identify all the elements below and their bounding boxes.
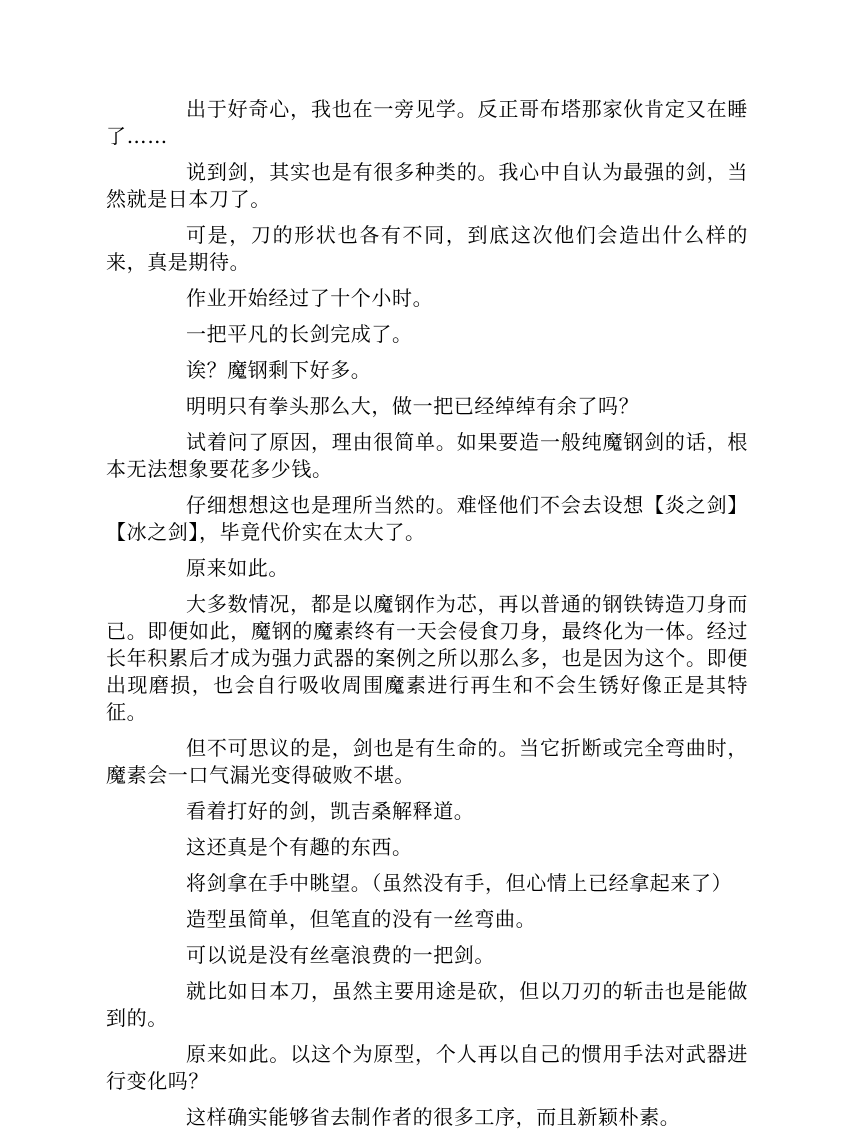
paragraph: 这样确实能够省去制作者的很多工序，而且新颖朴素。 xyxy=(186,1105,681,1129)
paragraph: 造型虽简单，但笔直的没有一丝弯曲。 xyxy=(186,907,537,931)
paragraph: 试着问了原因，理由很简单。如果要造一般纯魔钢剑的话，根本无法想象要花多少钱。 xyxy=(106,430,748,481)
paragraph: 原来如此。 xyxy=(186,556,289,580)
paragraph: 作业开始经过了十个小时。 xyxy=(186,286,434,310)
paragraph: 但不可思议的是，剑也是有生命的。当它折断或完全弯曲时，魔素会一口气漏光变得破败不堪。 xyxy=(106,736,748,787)
paragraph: 诶？魔钢剩下好多。 xyxy=(186,358,372,382)
paragraph: 明明只有拳头那么大，做一把已经绰绰有余了吗？ xyxy=(186,394,640,418)
paragraph: 看着打好的剑，凯吉桑解释道。 xyxy=(186,799,475,823)
paragraph: 可以说是没有丝毫浪费的一把剑。 xyxy=(186,943,495,967)
paragraph: 大多数情况，都是以魔钢作为芯，再以普通的钢铁铸造刀身而已。即便如此，魔钢的魔素终有一天会侵食刀身，最终化为一体。经过长年积累后才成为强力武器的案例之所以那么多，也是因为这个。即便出现磨损，也会自行吸收周围魔素进行再生和不会生锈好像正是其特征。 xyxy=(106,592,748,724)
paragraph: 就比如日本刀，虽然主要用途是砍，但以刀刃的斩击也是能做到的。 xyxy=(106,979,748,1030)
document-page xyxy=(106,96,748,1140)
paragraph: 出于好奇心，我也在一旁见学。反正哥布塔那家伙肯定又在睡了…… xyxy=(106,97,748,148)
paragraph: 将剑拿在手中眺望。（虽然没有手，但心情上已经拿起来了） xyxy=(186,871,733,895)
paragraph: 这还真是个有趣的东西。 xyxy=(186,835,413,859)
paragraph: 一把平凡的长剑完成了。 xyxy=(186,322,413,346)
paragraph: 仔细想想这也是理所当然的。难怪他们不会去设想【炎之剑】【冰之剑】，毕竟代价实在太大了。 xyxy=(106,493,748,544)
paragraph: 可是，刀的形状也各有不同，到底这次他们会造出什么样的来，真是期待。 xyxy=(106,223,748,274)
paragraph: 原来如此。以这个为原型，个人再以自己的惯用手法对武器进行变化吗？ xyxy=(106,1042,748,1093)
paragraph: 说到剑，其实也是有很多种类的。我心中自认为最强的剑，当然就是日本刀了。 xyxy=(106,160,748,211)
